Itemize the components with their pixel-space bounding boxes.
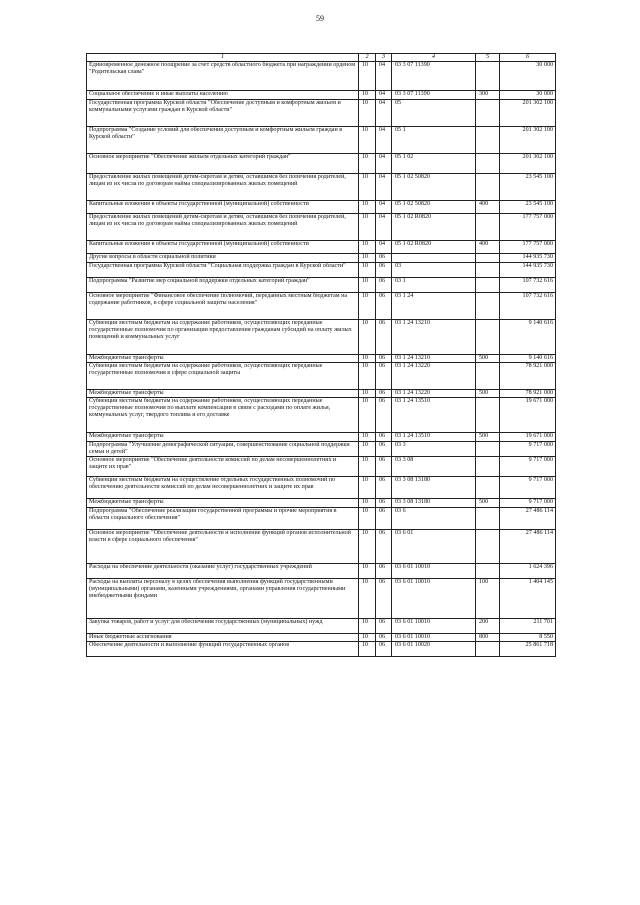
- row-subsection: 06: [376, 619, 392, 634]
- row-amount: 9 717 000: [500, 442, 556, 457]
- row-section: 10: [359, 214, 376, 241]
- row-name: Межбюджетные трансферты: [87, 433, 359, 442]
- row-expense-type: 500: [476, 499, 500, 508]
- row-amount: 27 486 114: [500, 530, 556, 564]
- budget-table: [86, 53, 556, 657]
- table-row: [87, 154, 556, 174]
- row-target-article: 05 1: [392, 127, 476, 154]
- row-name: Иные бюджетные ассигнования: [87, 634, 359, 642]
- row-expense-type: [476, 214, 500, 241]
- row-section: 10: [359, 499, 376, 508]
- row-amount: 8 550: [500, 634, 556, 642]
- row-subsection: 06: [376, 457, 392, 477]
- row-section: 10: [359, 320, 376, 355]
- row-section: 10: [359, 174, 376, 201]
- row-target-article: 03 6 01 10020: [392, 642, 476, 657]
- row-expense-type: [476, 398, 500, 433]
- row-amount: 201 302 100: [500, 127, 556, 154]
- row-amount: 9 717 000: [500, 499, 556, 508]
- table-row: [87, 642, 556, 657]
- row-name: Субвенции местным бюджетам на содержание работников, осуществляющих переданные государственные полномочия по выплате компенсации в связи с расходами по оплате жилья, коммунальных услуг, твердого топлива и его доставке: [87, 398, 359, 433]
- row-target-article: 03 3 08 13180: [392, 499, 476, 508]
- row-amount: 27 486 114: [500, 508, 556, 530]
- row-name: Подпрограмма "Развитие мер социальной поддержки отдельных категорий граждан": [87, 278, 359, 293]
- row-amount: 23 545 100: [500, 174, 556, 201]
- table-row: [87, 278, 556, 293]
- row-section: 10: [359, 442, 376, 457]
- row-amount: 211 701: [500, 619, 556, 634]
- row-amount: 78 921 000: [500, 390, 556, 398]
- row-subsection: 06: [376, 293, 392, 320]
- table-row: [87, 100, 556, 127]
- row-target-article: 03 6 01 10010: [392, 619, 476, 634]
- row-section: 10: [359, 355, 376, 363]
- row-subsection: 04: [376, 214, 392, 241]
- table-row: [87, 293, 556, 320]
- row-subsection: 06: [376, 477, 392, 499]
- row-target-article: 05 1 02 50820: [392, 201, 476, 214]
- row-subsection: 06: [376, 263, 392, 278]
- row-target-article: [392, 254, 476, 263]
- table-row: [87, 477, 556, 499]
- row-name: Подпрограмма "Улучшение демографической ситуации, совершенствование социальной поддержки семьи и детей": [87, 442, 359, 457]
- row-section: 10: [359, 263, 376, 278]
- row-subsection: 04: [376, 127, 392, 154]
- row-target-article: 03 3 08: [392, 457, 476, 477]
- row-section: 10: [359, 642, 376, 657]
- table-row: [87, 442, 556, 457]
- row-expense-type: [476, 363, 500, 390]
- row-subsection: 06: [376, 355, 392, 363]
- row-name: Межбюджетные трансферты: [87, 355, 359, 363]
- row-target-article: 03 1 24 13220: [392, 363, 476, 390]
- row-target-article: 03 1 24: [392, 293, 476, 320]
- row-name: Подпрограмма "Обеспечение реализации государственной программы и прочие мероприятия в области социального обеспечения": [87, 508, 359, 530]
- row-section: 10: [359, 390, 376, 398]
- table-row: [87, 499, 556, 508]
- row-expense-type: [476, 508, 500, 530]
- row-target-article: 05 1 02 R0820: [392, 241, 476, 254]
- row-name: Единовременное денежное поощрение за счет средств областного бюджета при награждении орденом "Родительская слава": [87, 62, 359, 91]
- table-row: [87, 398, 556, 433]
- row-amount: 30 000: [500, 62, 556, 91]
- row-amount: 30 000: [500, 91, 556, 100]
- row-amount: 25 861 718: [500, 642, 556, 657]
- row-target-article: 03 1 24 13210: [392, 320, 476, 355]
- row-section: 10: [359, 619, 376, 634]
- row-amount: 19 671 000: [500, 398, 556, 433]
- row-subsection: 04: [376, 100, 392, 127]
- row-name: Расходы на обеспечение деятельности (оказание услуг) государственных учреждений: [87, 564, 359, 579]
- row-section: 10: [359, 433, 376, 442]
- row-target-article: 03 1 24 13510: [392, 433, 476, 442]
- row-amount: 1 404 145: [500, 579, 556, 619]
- table-row: [87, 91, 556, 100]
- row-subsection: 06: [376, 433, 392, 442]
- row-amount: 144 935 730: [500, 254, 556, 263]
- table-row: [87, 355, 556, 363]
- row-expense-type: 500: [476, 433, 500, 442]
- table-row: [87, 263, 556, 278]
- table-row: [87, 508, 556, 530]
- page-number: 59: [316, 14, 324, 23]
- row-expense-type: 800: [476, 634, 500, 642]
- row-amount: 1 624 396: [500, 564, 556, 579]
- row-amount: 201 302 100: [500, 100, 556, 127]
- row-section: 10: [359, 477, 376, 499]
- table-row: [87, 254, 556, 263]
- row-name: Государственная программа Курской области "Обеспечение доступным и комфортным жильем и коммунальными услугами граждан в Курской области": [87, 100, 359, 127]
- row-section: 10: [359, 457, 376, 477]
- row-subsection: 06: [376, 579, 392, 619]
- row-target-article: 03 6 01: [392, 530, 476, 564]
- row-subsection: 06: [376, 642, 392, 657]
- row-subsection: 06: [376, 508, 392, 530]
- row-subsection: 04: [376, 62, 392, 91]
- row-subsection: 06: [376, 320, 392, 355]
- row-target-article: 03 6 01 10010: [392, 564, 476, 579]
- row-target-article: 03 1 24 13210: [392, 355, 476, 363]
- row-amount: 9 717 000: [500, 477, 556, 499]
- row-section: 10: [359, 278, 376, 293]
- row-name: Социальное обеспечение и иные выплаты населению: [87, 91, 359, 100]
- row-name: Предоставление жилых помещений детям-сиротам и детям, оставшимся без попечения родителей, лицам из их числа по договорам найма специализированных жилых помещений: [87, 214, 359, 241]
- row-expense-type: 500: [476, 390, 500, 398]
- row-target-article: 03 6 01 10010: [392, 579, 476, 619]
- row-section: 10: [359, 154, 376, 174]
- row-target-article: 03 3 07 11390: [392, 62, 476, 91]
- row-target-article: 03 6: [392, 508, 476, 530]
- row-subsection: 06: [376, 530, 392, 564]
- row-amount: 107 732 616: [500, 293, 556, 320]
- row-subsection: 06: [376, 278, 392, 293]
- row-section: 10: [359, 634, 376, 642]
- row-amount: 9 140 616: [500, 355, 556, 363]
- row-name: Основное мероприятие "Финансовое обеспечение полномочий, переданных местным бюджетам на содержание работников, в сфере социальной защиты населения": [87, 293, 359, 320]
- row-expense-type: [476, 62, 500, 91]
- table-row: [87, 127, 556, 154]
- row-name: Расходы на выплаты персоналу в целях обеспечения выполнения функций государственными (муниципальными) органами, казенными учреждениями, органами управления государственными внебюджетными фондами: [87, 579, 359, 619]
- row-amount: 107 732 616: [500, 278, 556, 293]
- row-expense-type: [476, 254, 500, 263]
- row-amount: 19 671 000: [500, 433, 556, 442]
- row-expense-type: [476, 174, 500, 201]
- row-name: Подпрограмма "Создание условий для обеспечения доступным и комфортным жильем граждан в Курской области": [87, 127, 359, 154]
- row-name: Основное мероприятие "Обеспечение жильем отдельных категорий граждан": [87, 154, 359, 174]
- row-name: Основное мероприятие "Обеспечение деятельности комиссий по делам несовершеннолетних и защите их прав": [87, 457, 359, 477]
- row-target-article: 03: [392, 263, 476, 278]
- row-expense-type: 400: [476, 201, 500, 214]
- row-section: 10: [359, 564, 376, 579]
- row-name: Межбюджетные трансферты: [87, 390, 359, 398]
- row-name: Капитальные вложения в объекты государственной (муниципальной) собственности: [87, 201, 359, 214]
- row-section: 10: [359, 62, 376, 91]
- row-name: Другие вопросы в области социальной политики: [87, 254, 359, 263]
- row-name: Закупка товаров, работ и услуг для обеспечения государственных (муниципальных) нужд: [87, 619, 359, 634]
- row-section: 10: [359, 363, 376, 390]
- row-amount: 177 757 000: [500, 214, 556, 241]
- row-expense-type: 300: [476, 91, 500, 100]
- row-expense-type: 200: [476, 619, 500, 634]
- table-row: [87, 390, 556, 398]
- row-target-article: 03 1 24 13510: [392, 398, 476, 433]
- table-row: [87, 457, 556, 477]
- row-amount: 177 757 000: [500, 241, 556, 254]
- row-target-article: 03 3 07 11390: [392, 91, 476, 100]
- row-subsection: 04: [376, 201, 392, 214]
- row-target-article: 03 1: [392, 278, 476, 293]
- table-row: [87, 634, 556, 642]
- row-section: 10: [359, 127, 376, 154]
- row-name: Субвенции местным бюджетам на содержание работников, осуществляющих переданные государственные полномочия по организации предоставления гражданам субсидий на оплату жилых помещений и коммунальных услуг: [87, 320, 359, 355]
- row-expense-type: [476, 642, 500, 657]
- table-header-row: [87, 54, 556, 62]
- row-amount: 9 717 000: [500, 457, 556, 477]
- column-header-section: 2: [359, 54, 376, 62]
- table-row: [87, 62, 556, 91]
- row-subsection: 04: [376, 154, 392, 174]
- row-section: 10: [359, 100, 376, 127]
- table-row: [87, 241, 556, 254]
- row-section: 10: [359, 293, 376, 320]
- row-target-article: 03 3 08 13180: [392, 477, 476, 499]
- row-subsection: 06: [376, 564, 392, 579]
- table-row: [87, 320, 556, 355]
- row-expense-type: [476, 100, 500, 127]
- table-row: [87, 530, 556, 564]
- row-section: 10: [359, 241, 376, 254]
- row-expense-type: [476, 127, 500, 154]
- row-section: 10: [359, 398, 376, 433]
- row-name: Капитальные вложения в объекты государственной (муниципальной) собственности: [87, 241, 359, 254]
- row-expense-type: 400: [476, 241, 500, 254]
- row-name: Обеспечение деятельности и выполнение функций государственных органов: [87, 642, 359, 657]
- column-header-expense-type: 5: [476, 54, 500, 62]
- table-row: [87, 214, 556, 241]
- row-target-article: 03 6 01 10010: [392, 634, 476, 642]
- row-subsection: 04: [376, 241, 392, 254]
- row-subsection: 04: [376, 174, 392, 201]
- row-section: 10: [359, 91, 376, 100]
- row-expense-type: 100: [476, 579, 500, 619]
- row-expense-type: 500: [476, 355, 500, 363]
- row-expense-type: [476, 154, 500, 174]
- column-header-name: 1: [87, 54, 359, 62]
- row-subsection: 06: [376, 254, 392, 263]
- table-row: [87, 174, 556, 201]
- row-target-article: 03 3: [392, 442, 476, 457]
- row-target-article: 05 1 02 R0820: [392, 214, 476, 241]
- row-expense-type: [476, 564, 500, 579]
- row-subsection: 06: [376, 499, 392, 508]
- row-expense-type: [476, 263, 500, 278]
- row-section: 10: [359, 254, 376, 263]
- row-subsection: 06: [376, 363, 392, 390]
- table-row: [87, 433, 556, 442]
- row-subsection: 06: [376, 442, 392, 457]
- row-subsection: 06: [376, 398, 392, 433]
- column-header-subsection: 3: [376, 54, 392, 62]
- row-subsection: 06: [376, 634, 392, 642]
- row-subsection: 04: [376, 91, 392, 100]
- row-expense-type: [476, 477, 500, 499]
- row-target-article: 05 1 02: [392, 154, 476, 174]
- column-header-amount: 6: [500, 54, 556, 62]
- row-name: Межбюджетные трансферты: [87, 499, 359, 508]
- row-expense-type: [476, 457, 500, 477]
- row-target-article: 05: [392, 100, 476, 127]
- row-amount: 201 302 100: [500, 154, 556, 174]
- row-expense-type: [476, 293, 500, 320]
- row-name: Субвенции местным бюджетам на осуществление отдельных государственных полномочий по обеспечению деятельности комиссий по делам несовершеннолетних и защите их прав: [87, 477, 359, 499]
- table-row: [87, 363, 556, 390]
- table-row: [87, 579, 556, 619]
- row-expense-type: [476, 320, 500, 355]
- row-name: Государственная программа Курской области "Социальная поддержка граждан в Курской области": [87, 263, 359, 278]
- row-target-article: 05 1 02 50820: [392, 174, 476, 201]
- row-subsection: 06: [376, 390, 392, 398]
- row-name: Основное мероприятие "Обеспечение деятельности и исполнение функций органов исполнительной власти в сфере социального обеспечения": [87, 530, 359, 564]
- row-name: Предоставление жилых помещений детям-сиротам и детям, оставшимся без попечения родителей, лицам из их числа по договорам найма специализированных жилых помещений: [87, 174, 359, 201]
- row-section: 10: [359, 579, 376, 619]
- row-expense-type: [476, 530, 500, 564]
- table-row: [87, 619, 556, 634]
- row-amount: 23 545 100: [500, 201, 556, 214]
- row-name: Субвенции местным бюджетам на содержание работников, осуществляющих переданные государственные полномочия в сфере социальной защиты: [87, 363, 359, 390]
- row-amount: 78 921 000: [500, 363, 556, 390]
- row-target-article: 03 1 24 13220: [392, 390, 476, 398]
- row-amount: 9 140 616: [500, 320, 556, 355]
- table-row: [87, 564, 556, 579]
- row-section: 10: [359, 201, 376, 214]
- row-section: 10: [359, 508, 376, 530]
- column-header-target-article: 4: [392, 54, 476, 62]
- table-row: [87, 201, 556, 214]
- row-expense-type: [476, 278, 500, 293]
- row-expense-type: [476, 442, 500, 457]
- row-section: 10: [359, 530, 376, 564]
- row-amount: 144 935 730: [500, 263, 556, 278]
